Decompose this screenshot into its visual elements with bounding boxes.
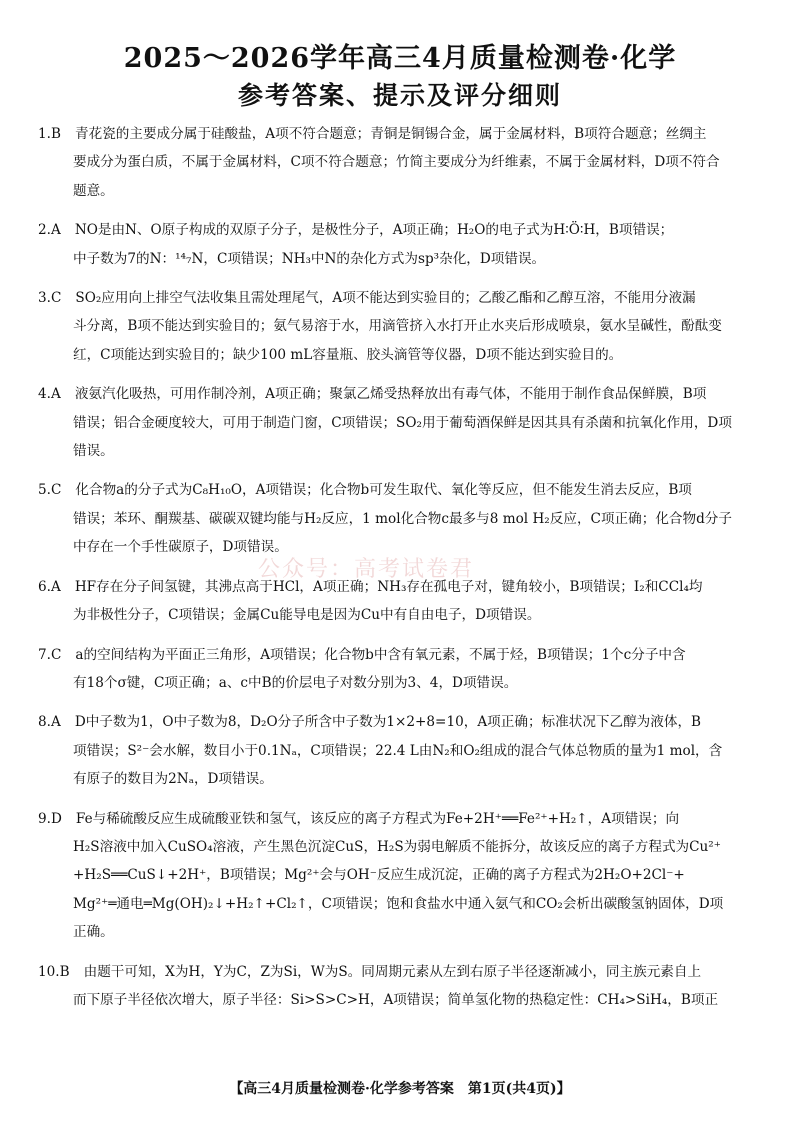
answer-choice: B — [50, 126, 61, 142]
answer-line — [38, 737, 764, 765]
explanation-text: NO是由N、O原子构成的双原子分子，是极性分子，A项正确；H₂O的电子式为H∶Ö∶H，B项错误； — [74, 222, 674, 239]
answer-line — [38, 669, 764, 697]
explanation-text: 有原子的数目为2Nₐ，D项错误。 — [73, 771, 273, 788]
answer-line — [38, 312, 764, 340]
answer-line — [38, 476, 764, 504]
explanation-text: +H₂S══CuS↓+2H⁺，B项错误；Mg²⁺会与OH⁻反应生成沉淀，正确的离子方程式为2H₂O+2Cl⁻+ — [73, 867, 685, 884]
watermark: 公众号：高考试卷君 — [258, 557, 475, 582]
explanation-text: 中存在一个手性碳原子，D项错误。 — [73, 539, 288, 556]
answer-line — [38, 986, 764, 1014]
explanation-text: 要成分为蛋白质，不属于金属材料，C项不符合题意；竹简主要成分为纤维素，不属于金属材料，D项不符合 — [73, 154, 720, 171]
answer-item — [38, 284, 764, 369]
explanation-text: 化合物a的分子式为C₈H₁₀O，A项错误；化合物b可发生取代、氧化等反应，但不能发生消去反应，B项 — [75, 482, 692, 499]
explanation-text: 中子数为7的N：¹⁴₇N，C项错误；NH₃中N的杂化方式为sp³杂化，D项错误。 — [73, 250, 546, 267]
question-number: 7. — [38, 646, 51, 663]
explanation-text: 正确。 — [73, 924, 114, 941]
explanation-text: 液氨汽化吸热，可用作制冷剂，A项正确；聚氯乙烯受热释放出有毒气体，不能用于制作食品保鲜膜，B项 — [74, 386, 707, 403]
explanation-text: Mg²⁺═通电═Mg(OH)₂↓+H₂↑+Cl₂↑，C项错误；饱和食盐水中通入氨气和CO₂会析出碳酸氢钠固体，D项 — [73, 895, 724, 912]
explanation-text: a的空间结构为平面正三角形，A项错误；化合物b中含有氧元素，不属于烃，B项错误；1个c分子中含 — [75, 646, 686, 663]
explanation-text: SO₂应用向上排空气法收集且需处理尾气，A项不能达到实验目的；乙酸乙酯和乙醇互溶，不能用分液漏 — [75, 290, 696, 307]
explanation-text: 项错误；S²⁻会水解，数目小于0.1Nₐ，C项错误；22.4 L由N₂和O₂组成的混合气体总物质的量为1 mol，含 — [73, 742, 723, 759]
answer-line — [38, 341, 764, 369]
explanation-text: 斗分离，B项不能达到实验目的；氨气易溶于水，用滴管挤入水打开止水夹后形成喷泉，氨水呈碱性，酚酞变 — [73, 318, 722, 335]
answer-choice: D — [50, 810, 62, 827]
question-number: 6. — [38, 578, 51, 595]
answer-choice: A — [50, 386, 61, 403]
answer-choice: C — [50, 646, 62, 663]
answer-item — [38, 120, 764, 205]
explanation-text: 题意。 — [73, 182, 114, 199]
answer-line — [38, 861, 764, 889]
page-subtitle: 参考答案、提示及评分细则 — [237, 81, 562, 110]
explanation-text: 为非极性分子，C项错误；金属Cu能导电是因为Cu中有自由电子，D项错误。 — [73, 607, 541, 624]
answer-item — [38, 573, 764, 630]
explanation-text: 错误。 — [73, 443, 114, 460]
answer-item — [38, 805, 764, 947]
answer-line — [38, 505, 764, 533]
question-number: 2. — [38, 222, 51, 239]
answer-line — [38, 533, 764, 561]
answer-item — [38, 958, 764, 1015]
answer-line — [38, 409, 764, 437]
answer-line — [38, 177, 764, 205]
answer-line — [38, 573, 764, 601]
answer-line — [38, 641, 764, 669]
question-number: 3. — [38, 290, 51, 307]
question-number: 10. — [38, 963, 60, 980]
explanation-text: 有18个σ键，C项正确；a、c中B的价层电子对数分别为3、4，D项错误。 — [73, 674, 518, 691]
answer-choice: A — [50, 578, 61, 595]
question-number: 5. — [38, 482, 51, 499]
answer-item — [38, 708, 764, 793]
question-number: 9. — [38, 810, 51, 827]
explanation-text: 错误；铝合金硬度较大，可用于制造门窗，C项错误；SO₂用于葡萄酒保鲜是因其具有杀菌和抗氧化作用，D项 — [73, 414, 732, 431]
explanation-text: D中子数为1，O中子数为8，D₂O分子所含中子数为1×2+8=10，A项正确；标准状况下乙醇为液体，B — [74, 714, 702, 731]
explanation-text: 红，C项能达到实验目的；缺少100 mL容量瓶、胶头滴管等仪器，D项不能达到实验目的。 — [73, 346, 623, 363]
answer-choice: C — [50, 290, 62, 307]
answer-choice: C — [50, 482, 62, 499]
explanation-text: Fe与稀硫酸反应生成硫酸亚铁和氢气，该反应的离子方程式为Fe+2H⁺══Fe²⁺+H₂↑，A项错误；向 — [75, 810, 680, 827]
explanation-text: 青花瓷的主要成分属于硅酸盐，A项不符合题意；青铜是铜锡合金，属于金属材料，B项符合题意；丝绸主 — [74, 126, 707, 142]
answer-line — [38, 833, 764, 861]
question-number: 1. — [38, 126, 51, 142]
question-number: 8. — [38, 714, 51, 731]
answer-line — [38, 120, 764, 148]
question-number: 4. — [38, 386, 51, 403]
answer-line — [38, 284, 764, 312]
answer-line — [38, 601, 764, 629]
answer-line — [38, 958, 764, 986]
explanation-text: 由题干可知，X为H，Y为C，Z为Si，W为S。同周期元素从左到右原子半径逐渐减小，同主族元素自上 — [83, 963, 702, 980]
answer-item — [38, 641, 764, 698]
answer-line — [38, 437, 764, 465]
answer-line — [38, 708, 764, 736]
page-title: 2025～2026学年高三4月质量检测卷·化学 — [123, 43, 677, 74]
answer-line — [38, 245, 764, 273]
answer-item — [38, 380, 764, 465]
answer-list — [38, 120, 764, 1025]
answer-choice: B — [59, 963, 70, 980]
answer-line — [38, 216, 764, 244]
answer-line — [38, 148, 764, 176]
answer-line — [38, 805, 764, 833]
explanation-text: 错误；苯环、酮羰基、碳碳双键均能与H₂反应，1 mol化合物c最多与8 mol H₂反应，C项正确；化合物d分子 — [73, 510, 732, 527]
answer-line — [38, 765, 764, 793]
explanation-text: 而下原子半径依次增大，原子半径：Si>S>C>H，A项错误；简单氢化物的热稳定性：CH₄>SiH₄，B项正 — [73, 991, 719, 1008]
answer-choice: A — [50, 714, 61, 731]
answer-item — [38, 216, 764, 273]
answer-item — [38, 476, 764, 561]
answer-line — [38, 918, 764, 946]
answer-choice: A — [50, 222, 61, 239]
answer-line — [38, 380, 764, 408]
page-footer: 【高三4月质量检测卷·化学参考答案 第1页(共4页)】 — [229, 1081, 571, 1097]
explanation-text: H₂S溶液中加入CuSO₄溶液，产生黑色沉淀CuS，H₂S为弱电解质不能拆分，故该反应的离子方程式为Cu²⁺ — [73, 838, 721, 855]
answer-line — [38, 890, 764, 918]
explanation-text: HF存在分子间氢键，其沸点高于HCl，A项正确；NH₃存在孤电子对，键角较小，B项错误；I₂和CCl₄均 — [74, 578, 703, 595]
